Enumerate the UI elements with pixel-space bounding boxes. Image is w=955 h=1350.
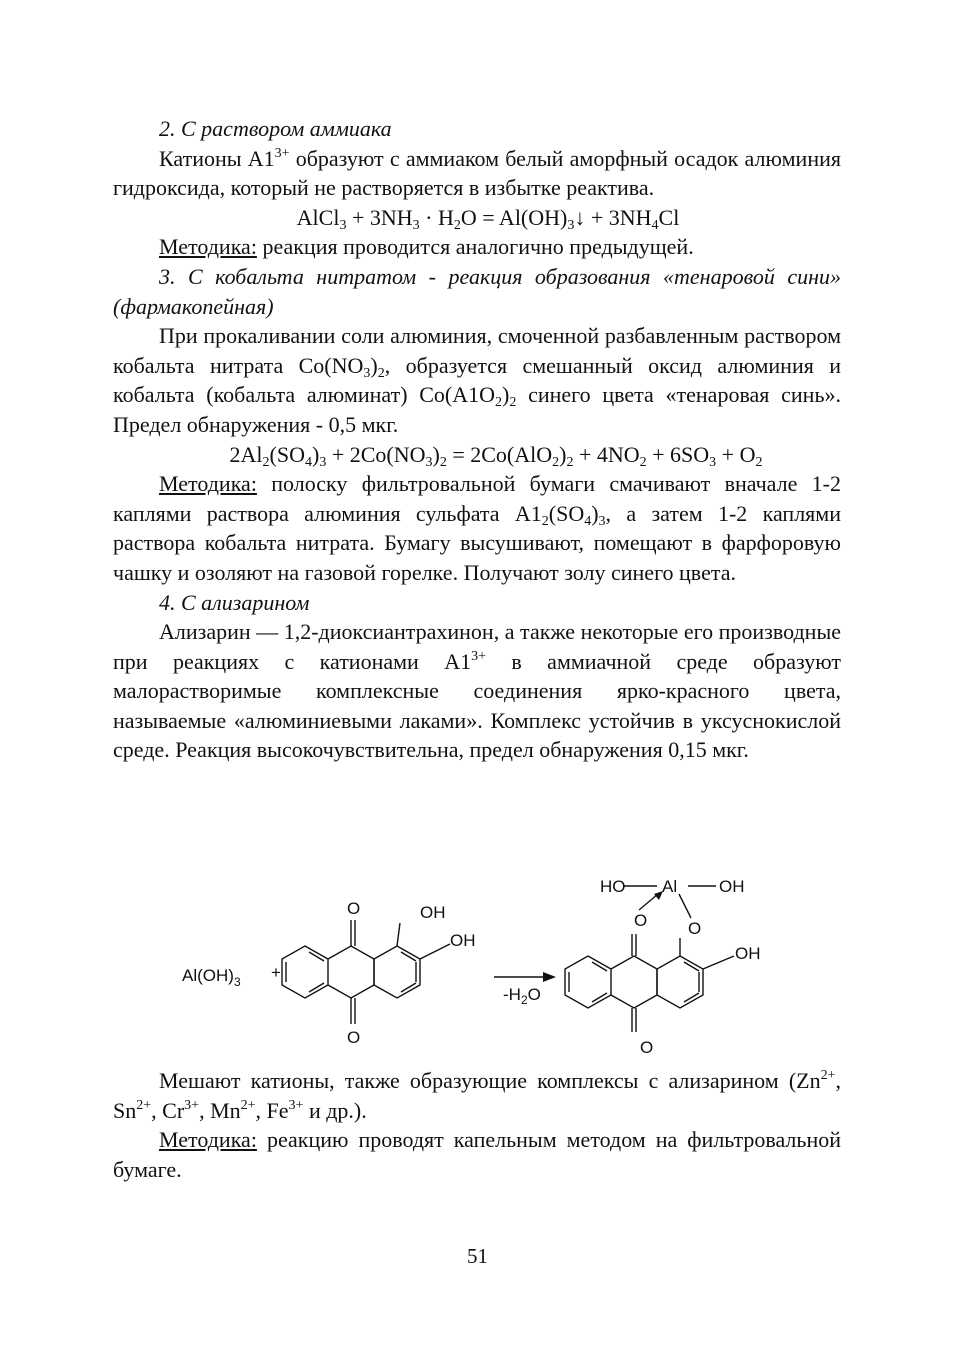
method-alizarin <box>113 1125 841 1184</box>
text: в аммиачной среде образуют малорастворимые комплексные соединения ярко-красного цвета, называемые «алюминиевыми лаками». Комплекс устойчив в уксуснокислой среде. Реакция высокочувствительна, предел обнаружения 0,15 мкг. <box>113 648 841 763</box>
product-bridging-o: O <box>688 919 702 938</box>
page-body <box>113 114 841 765</box>
equation-cobalt: $2Al_2(SO_4)_3 + 2Co(NO_3)_2 = 2Co(AlO_2)_2 + 4NO_2 + 6SO_3 + O_2$ <box>229 441 763 470</box>
after-scheme-text <box>113 1066 841 1184</box>
condition-label: $-H_2O$ <box>503 985 541 1007</box>
alizarin-carbonyl-o-bottom: O <box>347 1028 361 1047</box>
section-heading-alizarin: 4. С ализарином <box>159 589 310 615</box>
product-al: Al <box>662 877 678 896</box>
method-label: Методика: <box>159 234 257 260</box>
method-cobalt: Методика: полоску фильтровальной бумаги смачивают вначале 1-2 каплями раствора алюминия сульфата $А1_2(SO_4)_3$, а затем 1-2 каплями раствора кобальта нитрата. Бумагу высушивают, помещают в фарфоровую чашку и озоляют на газовой горелке. Получают золу синего цвета. <box>113 471 841 585</box>
alizarin-carbonyl-o-top: O <box>347 899 361 918</box>
product-coordinated-o: O <box>634 911 648 930</box>
alizarin-hydroxyl-2: OH <box>450 931 476 950</box>
ammonia-paragraph <box>113 144 841 203</box>
text: образуют с аммиаком белый аморфный осадок алюминия гидроксида, который не растворяется в избытке реактива. <box>113 145 841 201</box>
cobalt-paragraph: При прокаливании соли алюминия, смоченной разбавленным раствором кобальта нитрата $Co(NO_3)_2$, образуется смешанный оксид алюминия и кобальта (кобальта алюминат) $Co(A1O_2)_2$ синего цвета «тенаровая синь». Предел обнаружения - 0,5 мкг. <box>113 323 842 437</box>
text: Ализарин — 1,2-диоксиантрахинон, а также некоторые его производные при реакциях с катионами А1 <box>113 619 841 674</box>
equation-ammonia: AlCl$_3$ + $3NH_3 \cdot H_2O$ = $Al(OH)_3↓ + 3NH_4Cl$ <box>296 204 680 233</box>
section-heading-ammonia: 2. С раствором аммиака <box>159 116 392 141</box>
alizarin-hydroxyl-1: OH <box>420 903 446 922</box>
text: Катионы А1 <box>159 145 275 171</box>
text: реакцию проводят капельным методом на фильтровальной бумаге. <box>113 1127 841 1182</box>
reagent-label: $Al(OH)_3$ <box>182 966 241 989</box>
product-hydroxyl: OH <box>735 944 761 963</box>
method-label: Методика: <box>159 471 257 497</box>
method-ammonia <box>113 232 841 262</box>
method-label: Методика: <box>159 1127 257 1153</box>
alizarin-paragraph <box>113 617 841 765</box>
superscript: 3+ <box>274 145 290 161</box>
section-heading-cobalt: 3. С кобальта нитратом - реакция образования «тенаровой сини» (фармакопейная) <box>113 263 841 319</box>
product-carbonyl-o-bottom: O <box>640 1038 654 1057</box>
alizarin-reaction-scheme <box>180 872 780 1062</box>
superscript: 3+ <box>471 648 486 664</box>
product-oh-top: OH <box>719 877 745 896</box>
page-number: 51 <box>467 1244 488 1268</box>
plus-sign: + <box>271 963 281 982</box>
interference-paragraph: Мешают катионы, также образующие комплексы с ализарином ($Zn^{2+}$, $Sn^{2+}$, $Cr^{3+}$, $Mn^{2+}$, $Fe^{3+}$ и др.). <box>113 1068 841 1123</box>
text: реакция проводится аналогично предыдущей. <box>256 234 694 260</box>
product-ho: HO <box>600 877 626 896</box>
